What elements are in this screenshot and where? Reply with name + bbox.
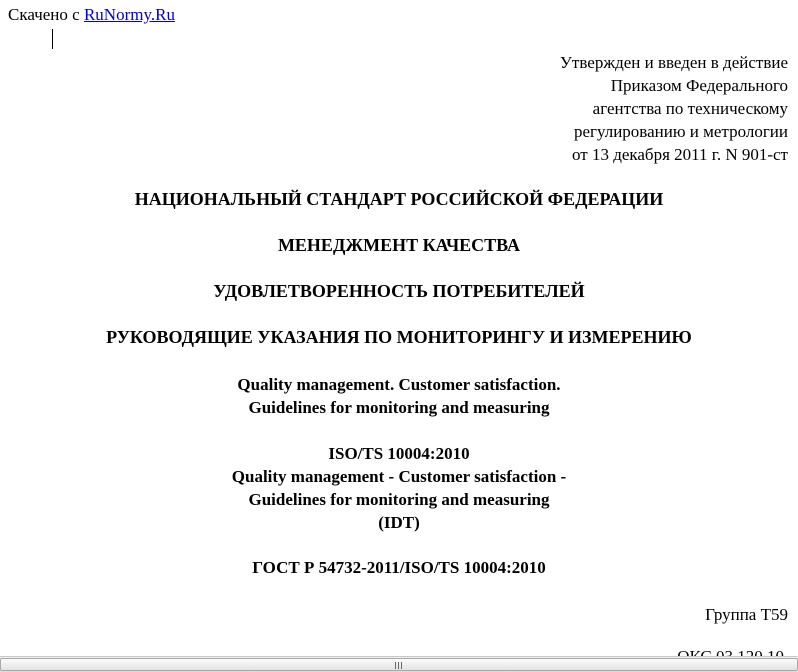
english-title [0,373,798,419]
iso-title-line: Quality management - Customer satisfaction - [231,467,567,486]
topic-heading: МЕНЕДЖМЕНТ КАЧЕСТВА [277,235,521,255]
approval-line: от 13 декабря 2011 г. N 901-ст [571,145,788,164]
iso-title-line: Guidelines for monitoring and measuring [248,490,550,509]
approval-line: Приказом Федерального [610,76,788,95]
approval-block [560,51,788,166]
scrollbar-thumb[interactable] [0,658,798,671]
english-title-line: Guidelines for monitoring and measuring [248,398,550,417]
group-code: Группа Т59 [705,605,788,624]
english-title-line: Quality management. Customer satisfaction. [237,375,561,394]
approval-line: Утвержден и введен в действие [559,53,788,72]
iso-block [0,442,798,534]
runormy-link[interactable]: RuNormy.Ru [83,5,175,24]
gost-designation: ГОСТ Р 54732-2011/ISO/TS 10004:2010 [252,558,546,577]
subject-heading: УДОВЛЕТВОРЕННОСТЬ ПОТРЕБИТЕЛЕЙ [213,281,585,301]
approval-line: регулированию и метрологии [573,122,788,141]
grip-icon [395,662,404,669]
text-cursor [52,29,53,49]
iso-equivalence: (IDT) [378,513,420,532]
iso-code: ISO/TS 10004:2010 [328,444,470,463]
source-line [8,5,175,25]
approval-line: агентства по техническому [592,99,788,118]
title-heading: РУКОВОДЯЩИЕ УКАЗАНИЯ ПО МОНИТОРИНГУ И ИЗМЕРЕНИЮ [106,327,692,347]
standard-heading: НАЦИОНАЛЬНЫЙ СТАНДАРТ РОССИЙСКОЙ ФЕДЕРАЦИИ [134,189,664,209]
source-prefix: Скачено с [8,5,80,24]
horizontal-scrollbar[interactable] [0,656,798,672]
